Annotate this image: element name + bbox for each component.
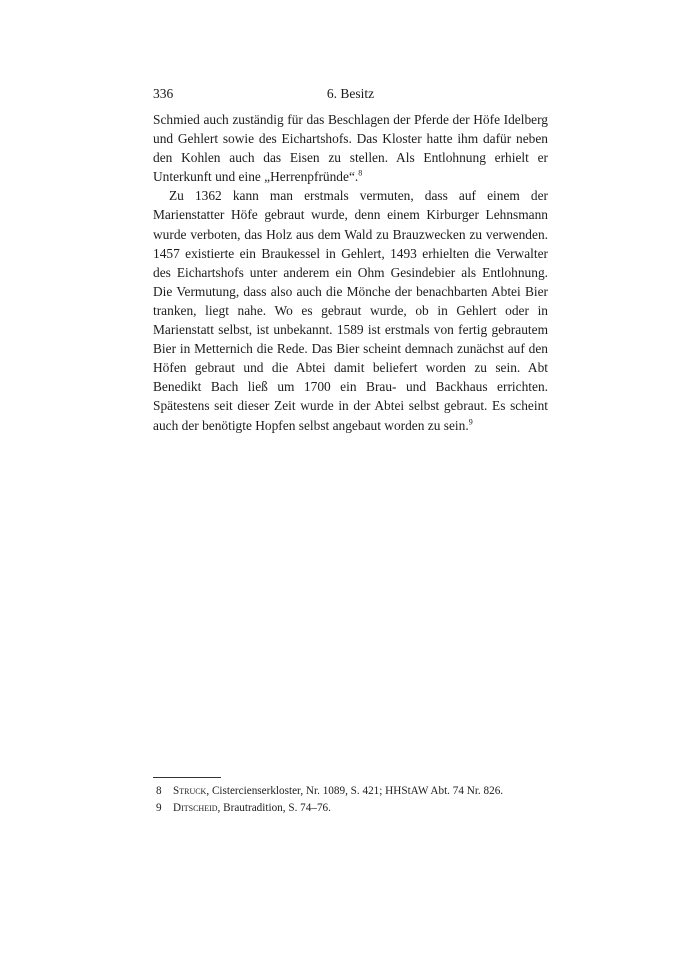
- footnote: [153, 800, 548, 817]
- footnotes: [153, 783, 548, 817]
- footnote-number: 8: [156, 785, 162, 797]
- footnote-number: 9: [156, 802, 162, 814]
- page-number: 336: [153, 86, 174, 101]
- footnote: [153, 783, 548, 800]
- footnote-text: [173, 800, 331, 817]
- paragraph: [153, 110, 548, 186]
- footnote-reference[interactable]: 9: [468, 417, 473, 427]
- footnote-divider: [153, 777, 221, 778]
- footnote-citation: , Brautradition, S. 74–76.: [217, 802, 331, 814]
- chapter-title: 6. Besitz: [326, 86, 375, 101]
- running-head: [153, 86, 548, 106]
- paragraph: [153, 186, 548, 434]
- footnote-citation: , Cistercienserkloster, Nr. 1089, S. 421; HHStAW Abt. 74 Nr. 826.: [206, 785, 504, 797]
- paragraph-text: Schmied auch zuständig für das Beschlagen der Pferde der Höfe Idelberg und Gehlert sowie des Eichartshofs. Das Kloster hatte ihm dafür neben den Kohlen auch das Eisen zu stellen. Als Entlohnung erhielt er Unterkunft und eine „Herrenpfründe“.: [153, 112, 548, 185]
- footnote-author: Struck: [173, 785, 207, 797]
- body-text: [153, 110, 548, 435]
- paragraph-text: Zu 1362 kann man erstmals vermuten, dass auf einem der Marienstatter Höfe gebraut wurde, denn einem Kirburger Lehnsmann wurde verboten, das Holz aus dem Wald zu Brauzwecken zu verwenden. 1457 existierte ein Braukessel in Gehlert, 1493 erhielten die Verwalter des Eichartshofs unter anderem ein Ohm Gesindebier als Entlohnung. Die Vermutung, dass also auch die Mönche der benachbarten Abtei Bier tranken, liegt nahe. Wo es gebraut wurde, ob in Gehlert oder in Marienstatt selbst, ist unbekannt. 1589 ist erstmals von fertig gebrautem Bier in Metternich die Rede. Das Bier scheint demnach zunächst auf den Höfen gebraut und die Abtei damit beliefert worden zu sein. Abt Benedikt Bach ließ um 1700 ein Brau- und Backhaus errichten. Spätestens seit dieser Zeit wurde in der Abtei selbst gebraut. Es scheint auch der benötigte Hopfen selbst angebaut worden zu sein.: [153, 188, 548, 433]
- footnote-text: [173, 783, 503, 800]
- footnote-reference[interactable]: 8: [358, 168, 363, 178]
- footnote-author: Ditscheid: [173, 802, 218, 814]
